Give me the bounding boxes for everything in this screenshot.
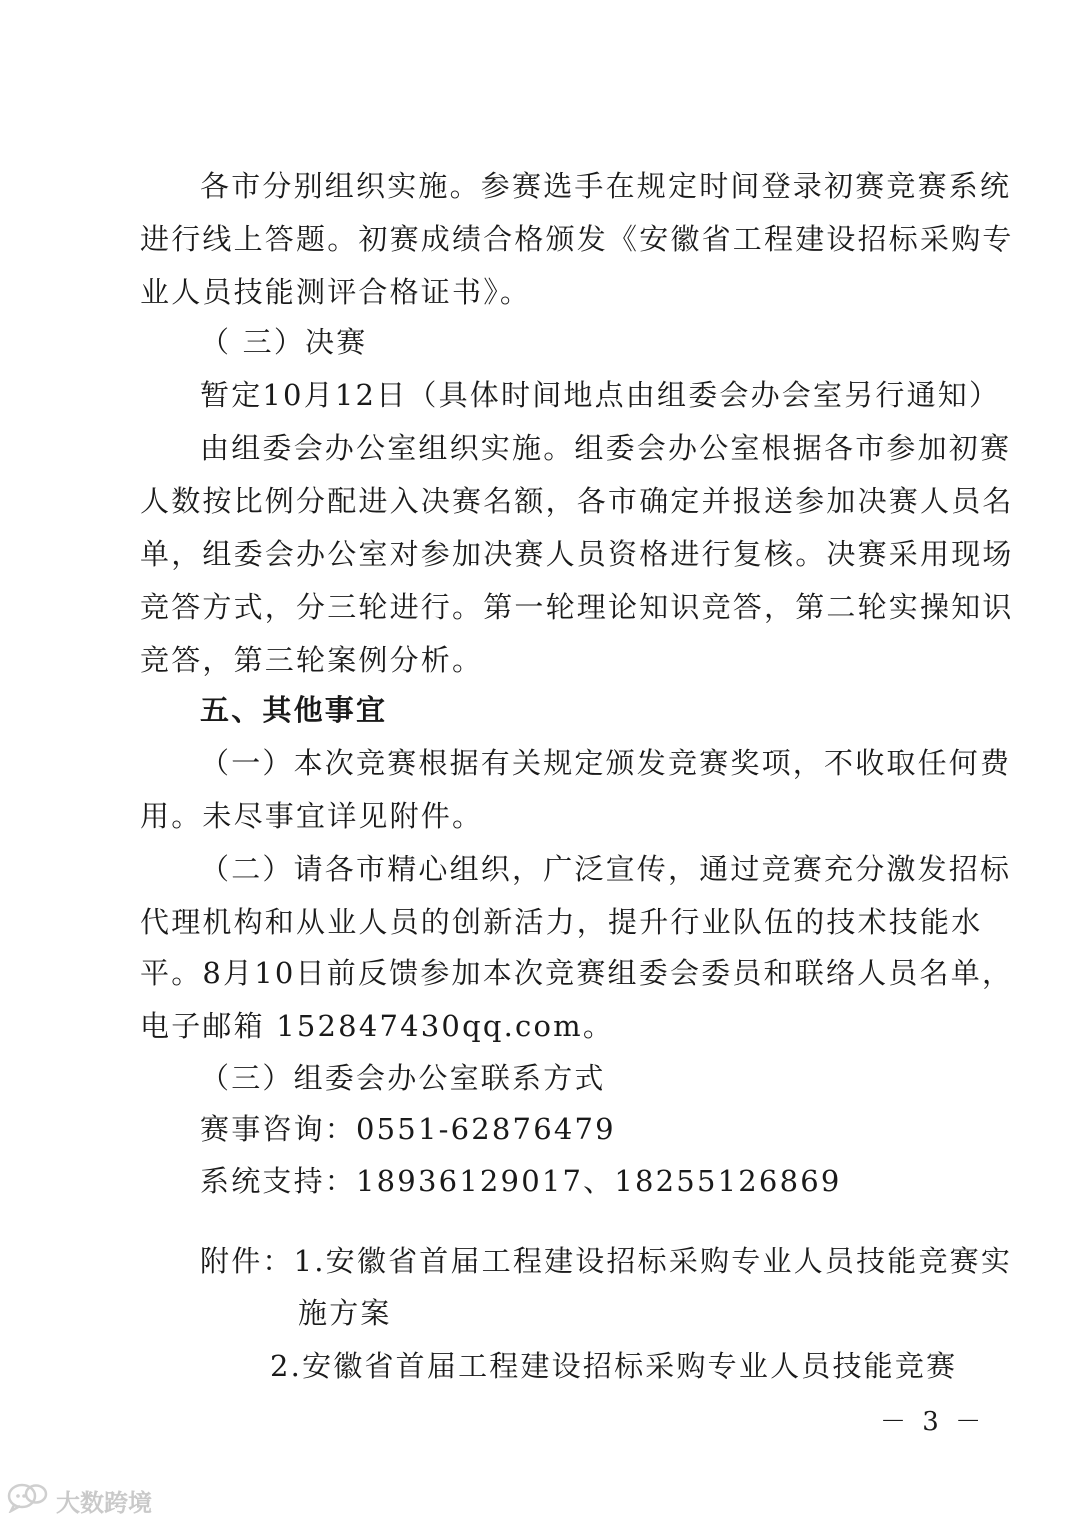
contact-line: 系统支持：18936129017、18255126869	[200, 1164, 842, 1198]
section-subheading: （三）组委会办公室联系方式	[200, 1061, 606, 1095]
paragraph-line: 各市分别组织实施。参赛选手在规定时间登录初赛竞赛系统	[200, 169, 1012, 203]
watermark	[6, 1480, 152, 1520]
paragraph-line: 进行线上答题。初赛成绩合格颁发《安徽省工程建设招标采购专	[140, 222, 1014, 256]
paragraph-line: 人数按比例分配进入决赛名额，各市确定并报送参加决赛人员名	[140, 484, 1014, 518]
watermark-text: 大数跨境	[56, 1488, 152, 1517]
paragraph-line: 代理机构和从业人员的创新活力，提升行业队伍的技术技能水	[140, 905, 983, 939]
paragraph-line: 由组委会办公室组织实施。组委会办公室根据各市参加初赛	[200, 431, 1012, 465]
section-heading: 五、其他事宜	[200, 693, 388, 727]
paragraph-line: 用。未尽事宜详见附件。	[140, 799, 484, 833]
paragraph-line: 暂定10月12日（具体时间地点由组委会办会室另行通知）	[200, 378, 1001, 412]
chat-bubble-logo-icon	[6, 1481, 50, 1519]
paragraph-line: （一）本次竞赛根据有关规定颁发竞赛奖项，不收取任何费	[200, 746, 1012, 780]
page-number: － 3 －	[880, 1407, 986, 1437]
attachment-line: 施方案	[298, 1296, 392, 1330]
paragraph-line: 单，组委会办公室对参加决赛人员资格进行复核。决赛采用现场	[140, 537, 1014, 571]
paragraph-line: 业人员技能测评合格证书》。	[140, 275, 532, 309]
paragraph-line: （二）请各市精心组织，广泛宣传，通过竞赛充分激发招标	[200, 852, 1012, 886]
paragraph-line: 竞答，第三轮案例分析。	[140, 643, 484, 677]
contact-line: 赛事咨询：0551-62876479	[200, 1112, 616, 1146]
section-subheading: （ 三）决赛	[200, 325, 368, 359]
attachment-line: 附件：1.安徽省首届工程建设招标采购专业人员技能竞赛实	[200, 1244, 1013, 1278]
paragraph-line: 平。8月10日前反馈参加本次竞赛组委会委员和联络人员名单，	[140, 956, 1014, 990]
paragraph-line: 竞答方式，分三轮进行。第一轮理论知识竞答，第二轮实操知识	[140, 590, 1014, 624]
email-line: 电子邮箱 152847430qq.com。	[140, 1009, 615, 1043]
attachment-line: 2.安徽省首届工程建设招标采购专业人员技能竞赛	[270, 1349, 958, 1383]
